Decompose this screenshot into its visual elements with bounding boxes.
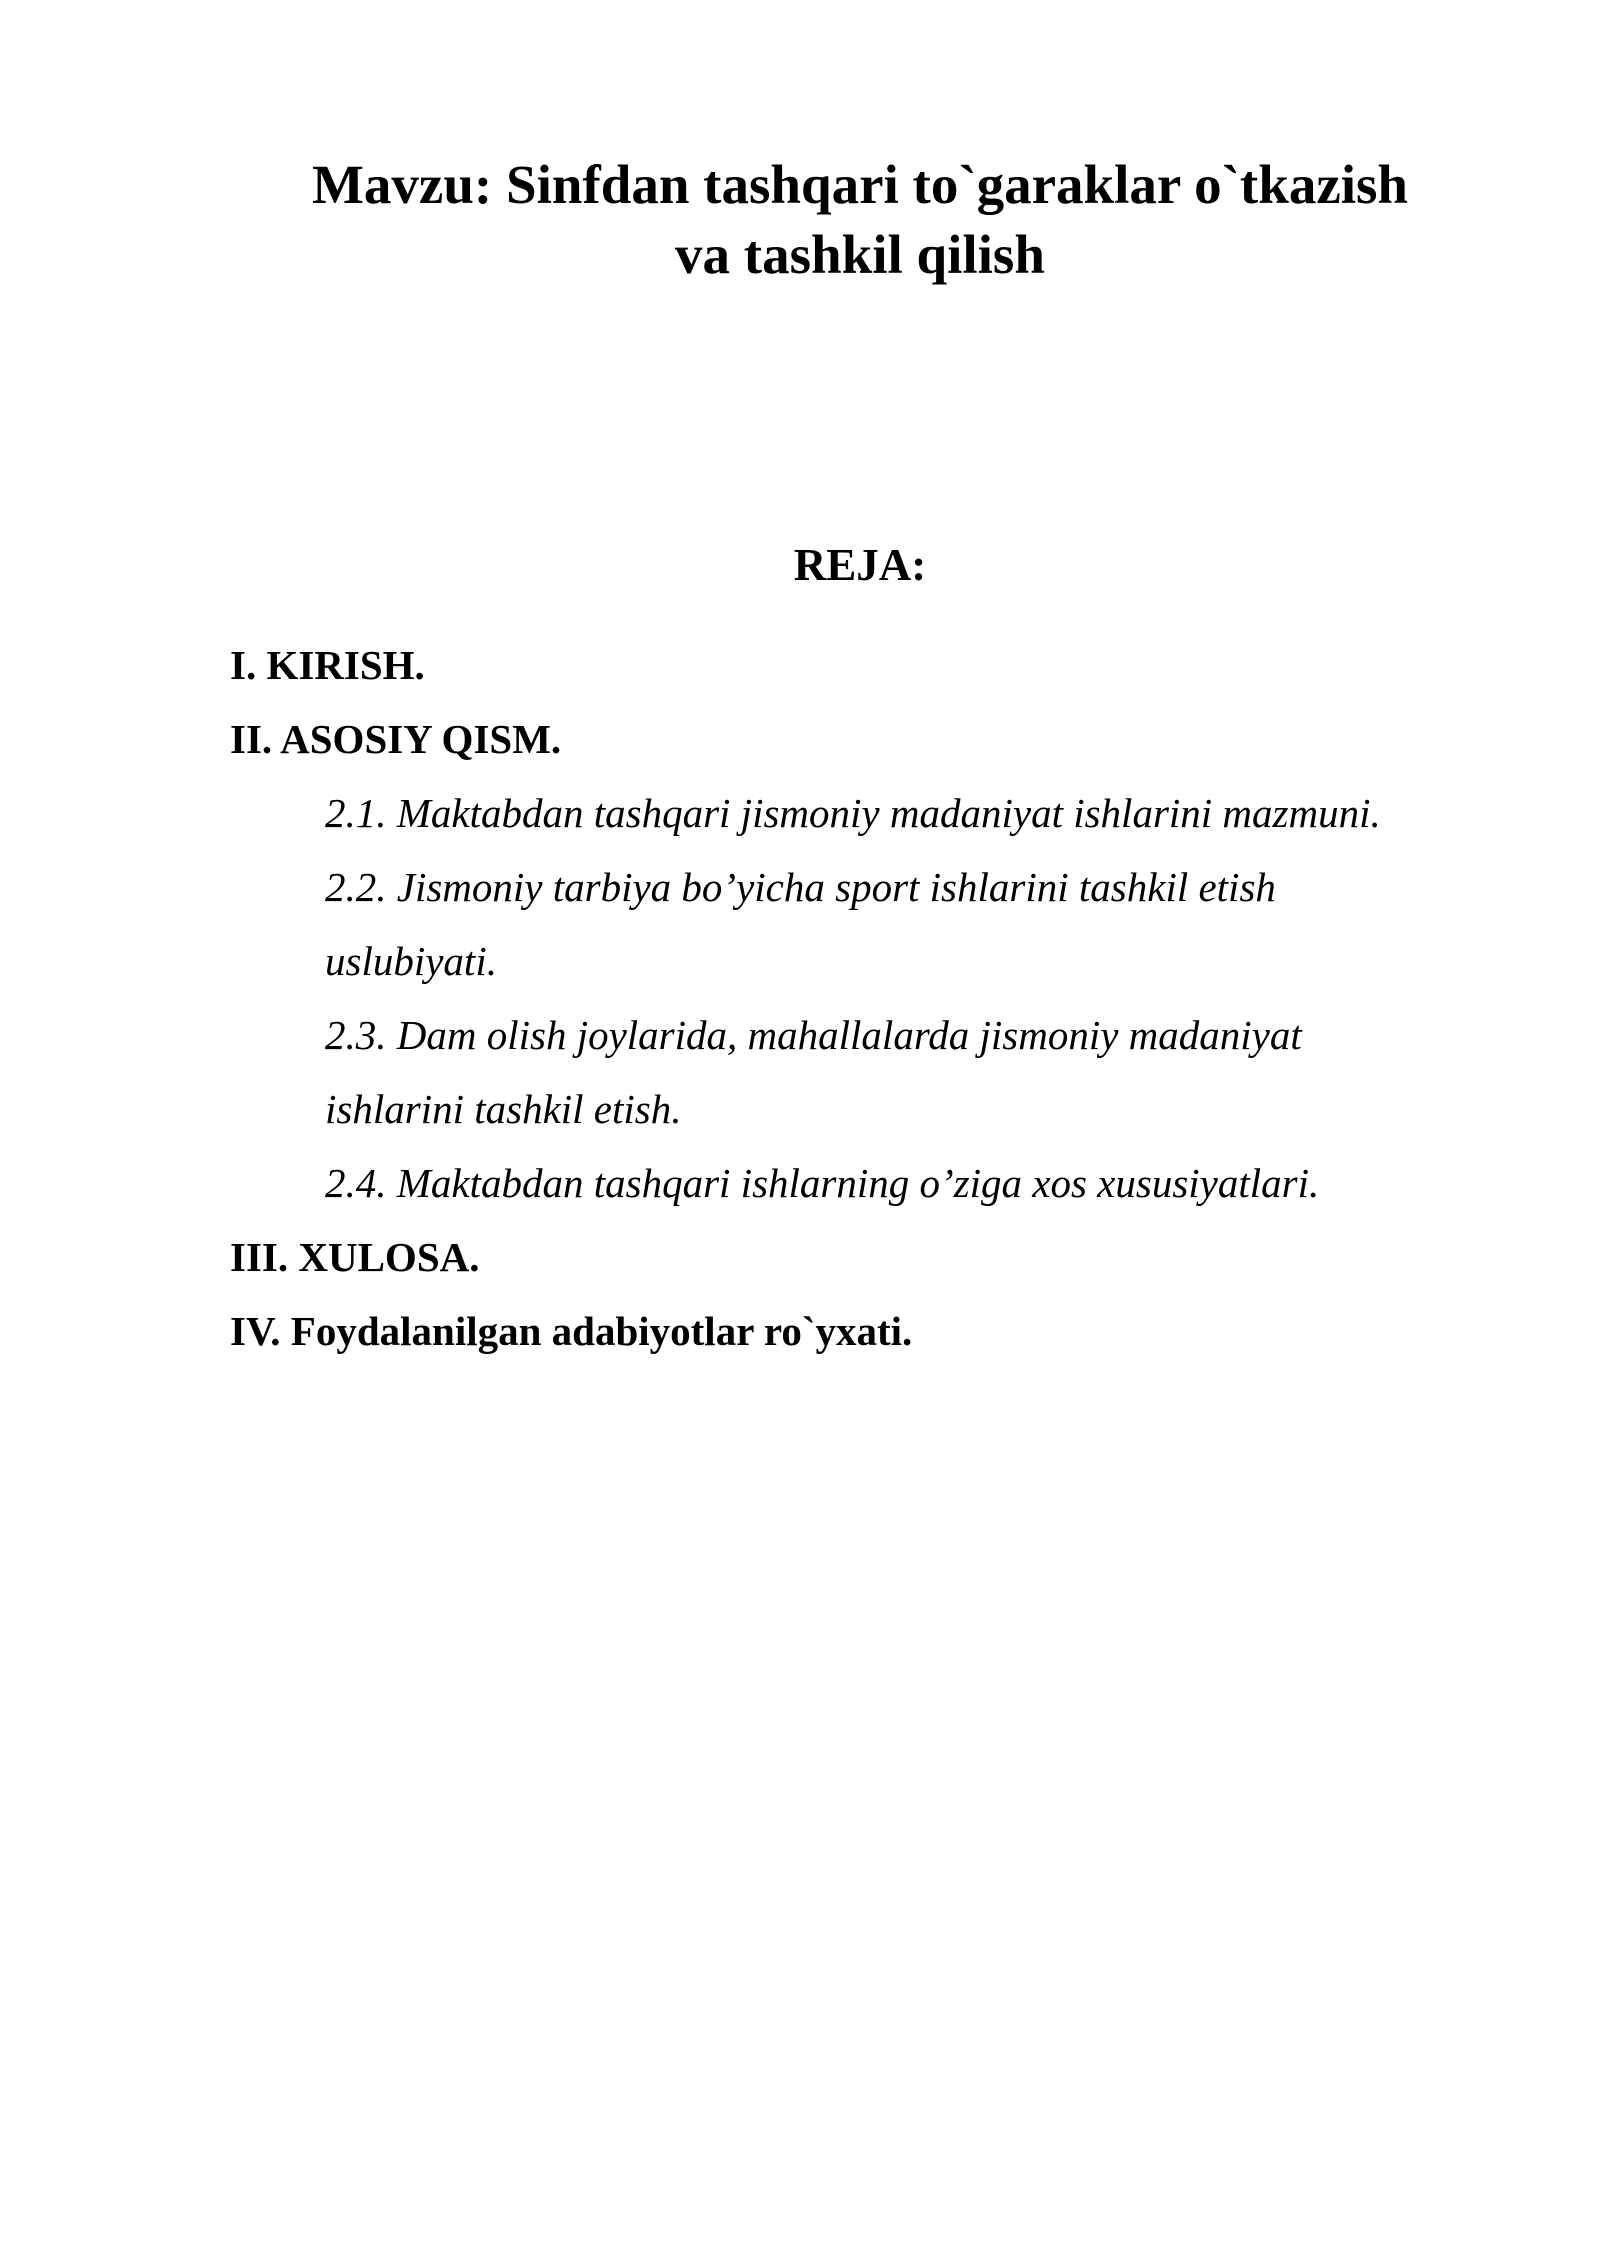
outline-subitem-2-4: 2.4. Maktabdan tashqari ishlarning o’ziga xos xususiyatlari. [325, 1160, 1320, 1206]
outline-subitem-2-3-line-1: 2.3. Dam olish joylarida, mahallalarda jismoniy madaniyat [325, 1012, 1302, 1058]
document-title-line-2: va tashkil qilish [675, 224, 1045, 285]
document-title [230, 150, 1490, 290]
outline-item-references: IV. Foydalanilgan adabiyotlar ro`yxati. [230, 1308, 913, 1354]
outline-item-intro: I. KIRISH. [230, 642, 425, 688]
plan-heading: REJA: [793, 540, 927, 590]
plan-outline [230, 628, 1530, 1368]
outline-item-conclusion: III. XULOSA. [230, 1234, 480, 1280]
outline-item-main-part: II. ASOSIY QISM. [230, 716, 562, 762]
outline-subitem-2-2-line-2: uslubiyati. [325, 938, 497, 984]
outline-subitem-2-3-line-2: ishlarini tashkil etish. [325, 1086, 682, 1132]
outline-subitem-2-1: 2.1. Maktabdan tashqari jismoniy madaniyat ishlarini mazmuni. [325, 790, 1381, 836]
document-title-line-1: Mavzu: Sinfdan tashqari to`garaklar o`tkazish [312, 154, 1408, 215]
outline-subitem-2-2-line-1: 2.2. Jismoniy tarbiya bo’yicha sport ishlarini tashkil etish [325, 864, 1276, 910]
